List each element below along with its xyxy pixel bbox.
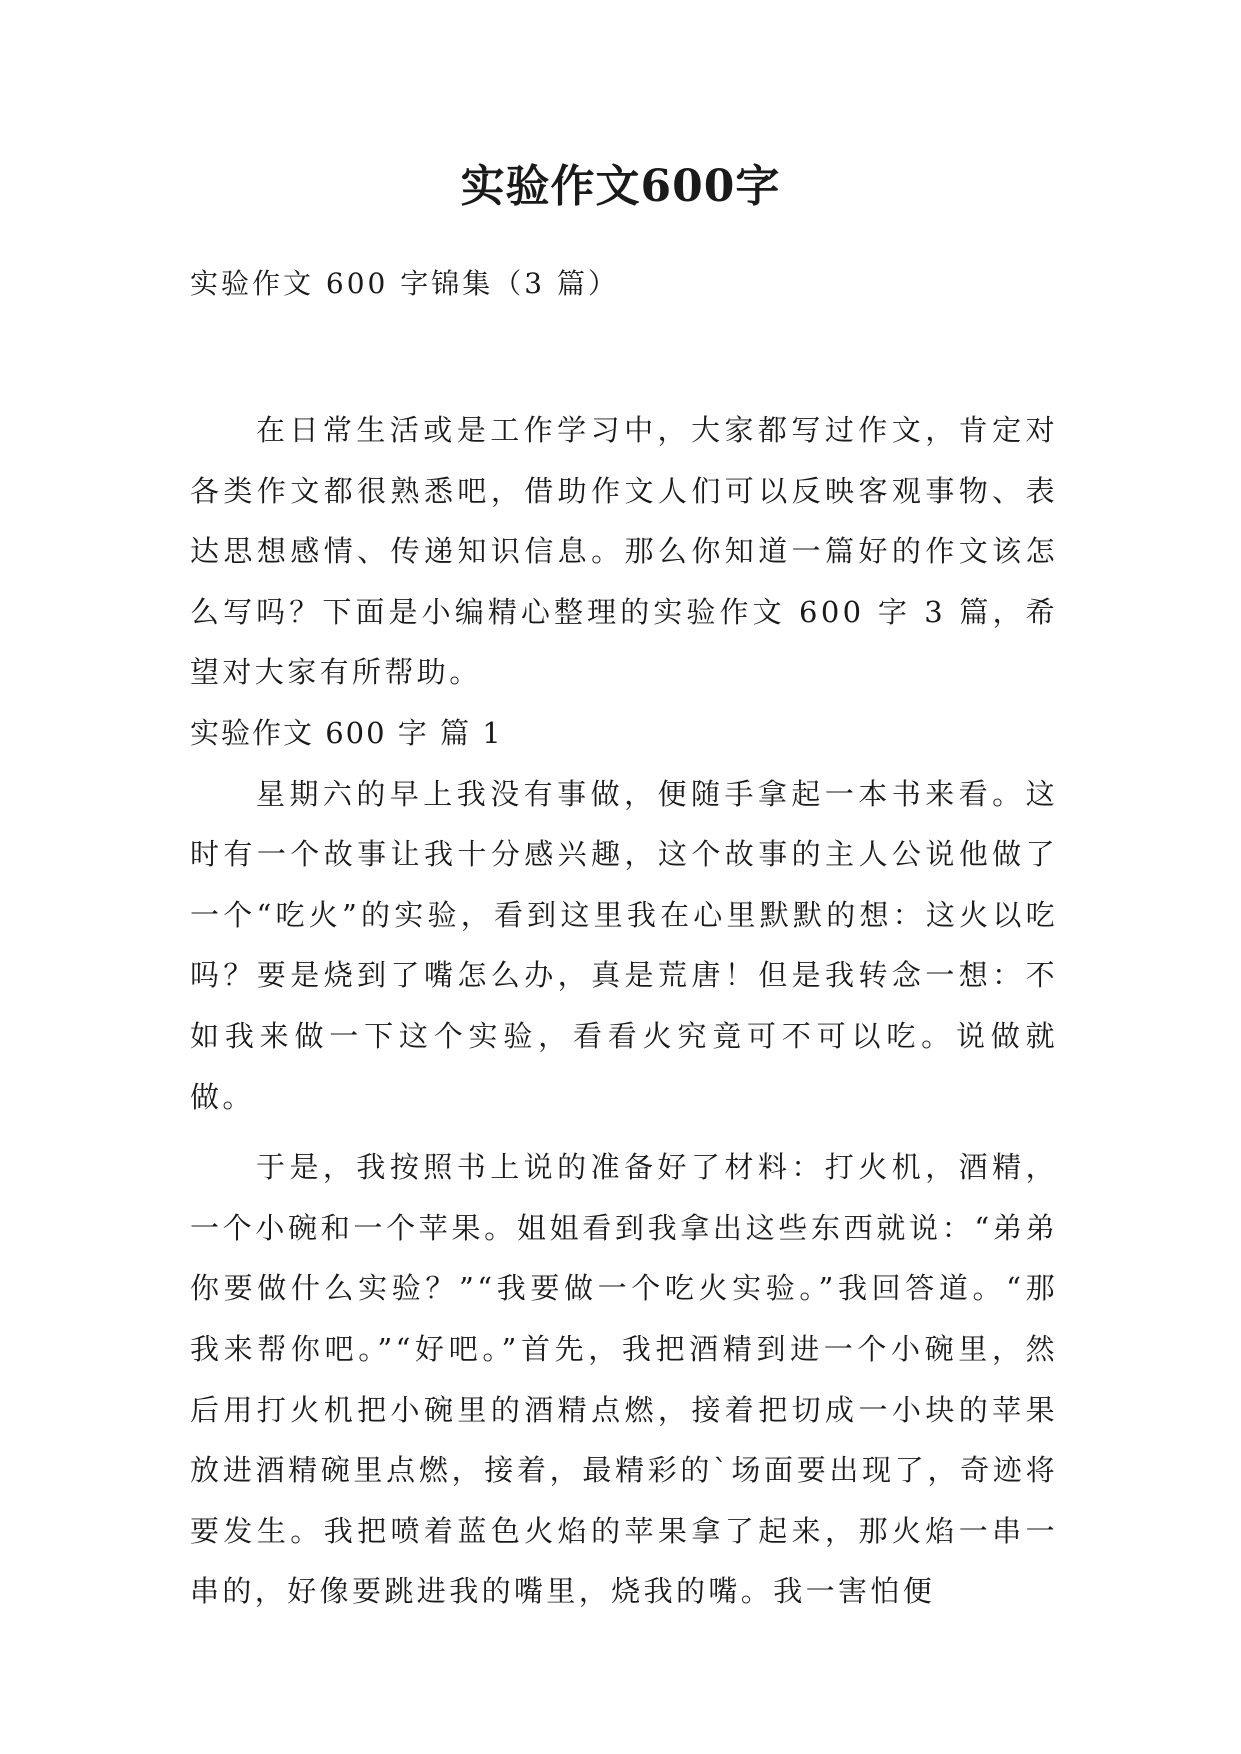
document-body xyxy=(190,400,1058,1622)
document-title: 实验作文600字 xyxy=(460,161,781,212)
intro-paragraph: 在日常生活或是工作学习中，大家都写过作文，肯定对各类作文都很熟悉吧，借助作文人们可以反映客观事物、表达思想感情、传递知识信息。那么你知道一篇好的作文该怎么写吗？下面是小编精心整理的实验作文 600 字 3 篇，希望对大家有所帮助。 xyxy=(190,413,1058,690)
document-subtitle: 实验作文 600 字锦集（3 篇） xyxy=(190,267,619,300)
section-heading: 实验作文 600 字 篇 1 xyxy=(190,715,503,750)
body-paragraph-1: 星期六的早上我没有事做，便随手拿起一本书来看。这时有一个故事让我十分感兴趣，这个故事的主人公说他做了一个“吃火”的实验，看到这里我在心里默默的想：这火以吃吗？要是烧到了嘴怎么办，真是荒唐！但是我转念一想：不如我来做一下这个实验，看看火究竟可不可以吃。说做就做。 xyxy=(190,776,1058,1114)
body-paragraph-2: 于是，我按照书上说的准备好了材料：打火机，酒精，一个小碗和一个苹果。姐姐看到我拿出这些东西就说：“弟弟你要做什么实验？”“我要做一个吃火实验。”我回答道。“那我来帮你吧。”“好吧。”首先，我把酒精到进一个小碗里，然后用打火机把小碗里的酒精点燃，接着把切成一小块的苹果放进酒精碗里点燃，接着，最精彩的`场面要出现了，奇迹将要发生。我把喷着蓝色火焰的苹果拿了起来，那火焰一串一串的，好像要跳进我的嘴里，烧我的嘴。我一害怕便 xyxy=(190,1150,1058,1609)
